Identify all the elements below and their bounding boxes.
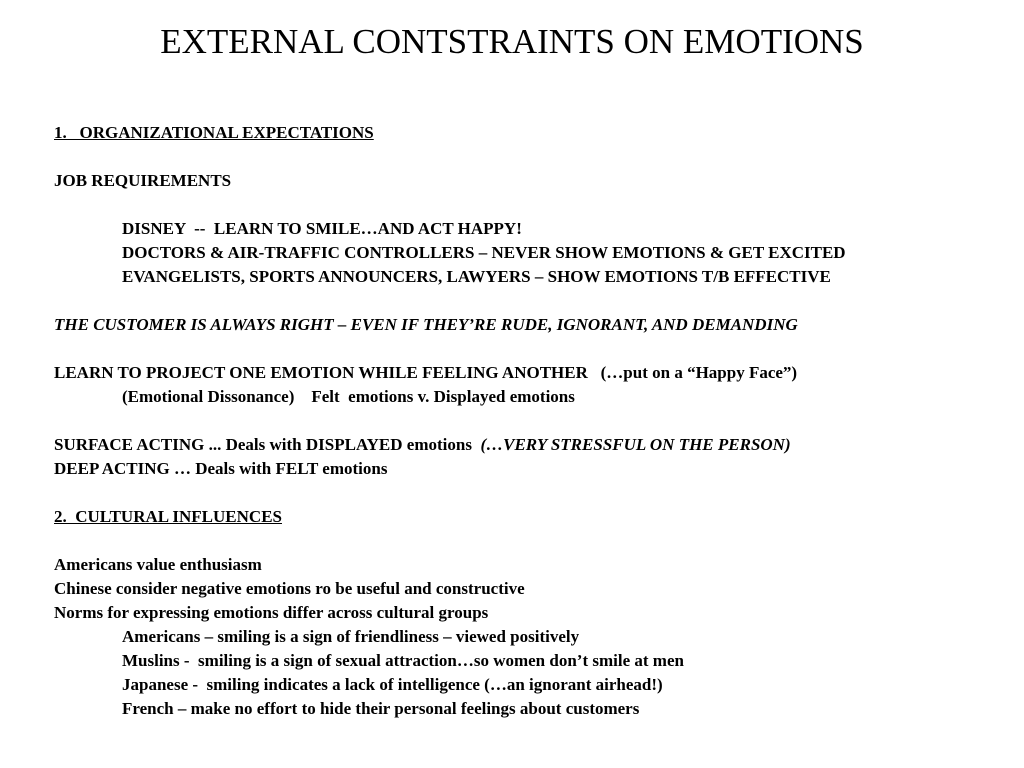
cultural-line-americans-value: Americans value enthusiasm	[54, 555, 262, 574]
job-requirements-heading: JOB REQUIREMENTS	[54, 171, 232, 190]
section-heading-organizational: 1. ORGANIZATIONAL EXPECTATIONS	[54, 123, 374, 142]
spacer	[54, 409, 1014, 433]
job-item-disney: DISNEY -- LEARN TO SMILE…AND ACT HAPPY!	[122, 219, 522, 238]
spacer	[54, 145, 1014, 169]
deep-acting-line: DEEP ACTING … Deals with FELT emotions	[54, 459, 388, 478]
surface-acting-note: (…VERY STRESSFUL ON THE PERSON)	[480, 435, 791, 454]
job-item-doctors: DOCTORS & AIR-TRAFFIC CONTROLLERS – NEVER SHOW EMOTIONS & GET EXCITED	[122, 243, 846, 262]
cultural-item-muslins: Muslins - smiling is a sign of sexual attraction…so women don’t smile at men	[122, 651, 684, 670]
spacer	[54, 289, 1014, 313]
emotional-dissonance-line: (Emotional Dissonance) Felt emotions v. Displayed emotions	[122, 387, 575, 406]
project-emotion-line: LEARN TO PROJECT ONE EMOTION WHILE FEELING ANOTHER (…put on a “Happy Face”)	[54, 363, 798, 382]
spacer	[54, 193, 1014, 217]
surface-acting-line	[54, 433, 1014, 457]
spacer	[54, 481, 1014, 505]
cultural-line-norms: Norms for expressing emotions differ across cultural groups	[54, 603, 489, 622]
surface-acting-text: SURFACE ACTING ... Deals with DISPLAYED emotions	[54, 435, 481, 454]
cultural-item-french: French – make no effort to hide their personal feelings about customers	[122, 699, 640, 718]
spacer	[54, 529, 1014, 553]
cultural-item-americans: Americans – smiling is a sign of friendliness – viewed positively	[122, 627, 580, 646]
spacer	[54, 337, 1014, 361]
cultural-line-chinese: Chinese consider negative emotions ro be useful and constructive	[54, 579, 525, 598]
section-heading-cultural: 2. CULTURAL INFLUENCES	[54, 507, 282, 526]
job-item-evangelists: EVANGELISTS, SPORTS ANNOUNCERS, LAWYERS – SHOW EMOTIONS T/B EFFECTIVE	[122, 267, 831, 286]
customer-always-right-line: THE CUSTOMER IS ALWAYS RIGHT – EVEN IF THEY’RE RUDE, IGNORANT, AND DEMANDING	[54, 315, 798, 334]
cultural-item-japanese: Japanese - smiling indicates a lack of intelligence (…an ignorant airhead!)	[122, 675, 663, 694]
slide-title: EXTERNAL CONTSTRAINTS ON EMOTIONS	[160, 22, 864, 61]
slide-body	[54, 121, 1014, 721]
